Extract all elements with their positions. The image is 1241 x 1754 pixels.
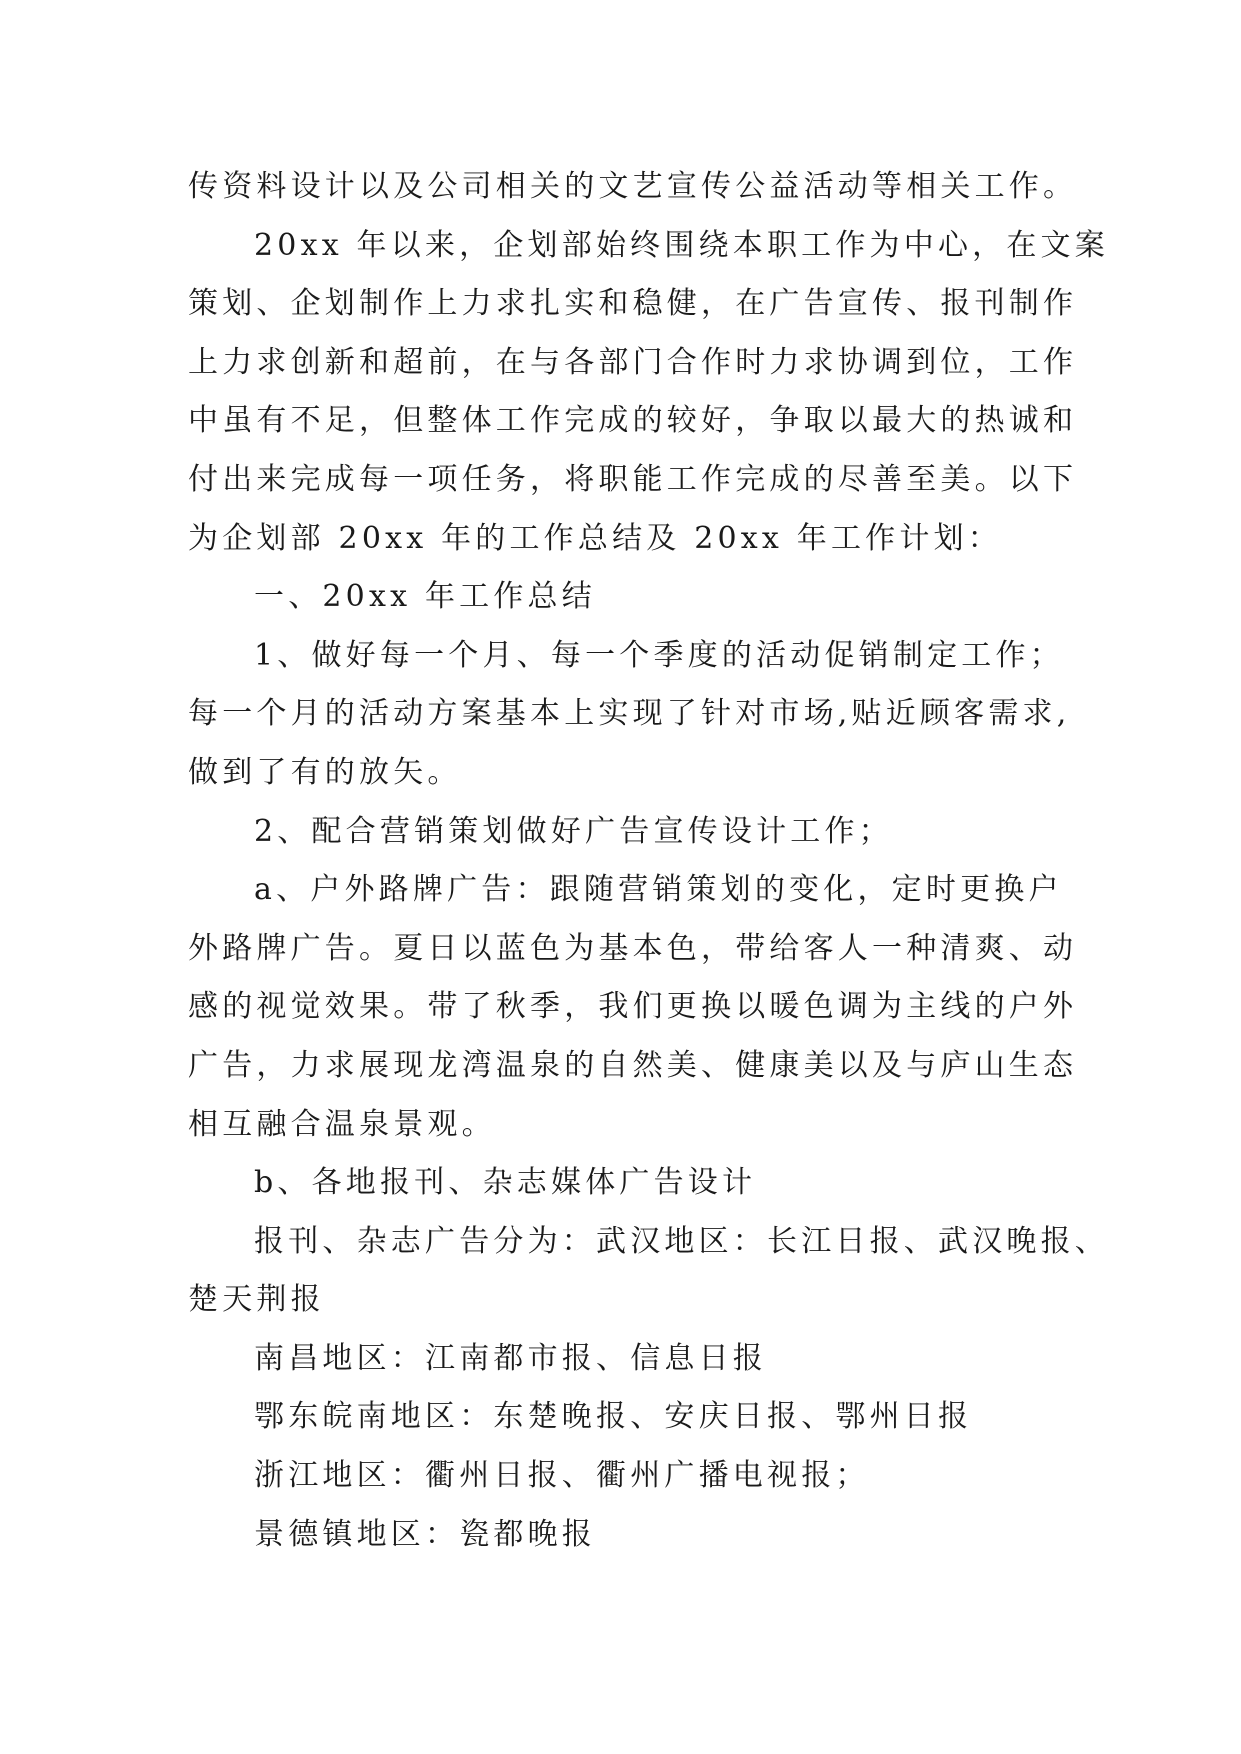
text-line: 景德镇地区：瓷都晚报 <box>254 1516 596 1552</box>
text-line: 2、配合营销策划做好广告宣传设计工作； <box>254 813 893 849</box>
text-line: 20xx 年以来，企划部始终围绕本职工作为中心，在文案 <box>254 227 1109 263</box>
text-line: 做到了有的放矢。 <box>188 754 462 790</box>
text-line: a、户外路牌广告：跟随营销策划的变化，定时更换户 <box>254 872 1063 908</box>
text-line: 感的视觉效果。带了秋季，我们更换以暖色调为主线的户外 <box>188 989 1078 1025</box>
text-line: 付出来完成每一项任务，将职能工作完成的尽善至美。以下 <box>188 461 1078 497</box>
text-line: 外路牌广告。夏日以蓝色为基本色，带给客人一种清爽、动 <box>188 930 1078 966</box>
text-line: 相互融合温泉景观。 <box>188 1106 496 1142</box>
text-line: 中虽有不足，但整体工作完成的较好，争取以最大的热诚和 <box>188 403 1078 439</box>
text-line: 上力求创新和超前，在与各部门合作时力求协调到位，工作 <box>188 344 1078 380</box>
text-line: 1、做好每一个月、每一个季度的活动促销制定工作； <box>254 637 1064 673</box>
text-line: 鄂东皖南地区：东楚晚报、安庆日报、鄂州日报 <box>254 1399 973 1435</box>
text-line: b、各地报刊、杂志媒体广告设计 <box>254 1165 757 1201</box>
text-line: 广告，力求展现龙湾温泉的自然美、健康美以及与庐山生态 <box>188 1047 1078 1083</box>
text-line: 楚天荆报 <box>188 1282 325 1318</box>
text-line: 每一个月的活动方案基本上实现了针对市场,贴近顾客需求, <box>188 696 1071 732</box>
text-line: 浙江地区：衢州日报、衢州广播电视报； <box>254 1458 870 1494</box>
text-line: 策划、企划制作上力求扎实和稳健，在广告宣传、报刊制作 <box>188 286 1078 322</box>
text-line: 传资料设计以及公司相关的文艺宣传公益活动等相关工作。 <box>188 169 1078 204</box>
document-body <box>188 158 1109 1564</box>
text-line: 南昌地区：江南都市报、信息日报 <box>254 1340 767 1376</box>
text-line: 报刊、杂志广告分为：武汉地区：长江日报、武汉晚报、 <box>254 1223 1109 1259</box>
text-line: 为企划部 20xx 年的工作总结及 20xx 年工作计划： <box>188 520 1002 556</box>
text-line: 一、20xx 年工作总结 <box>254 579 596 615</box>
